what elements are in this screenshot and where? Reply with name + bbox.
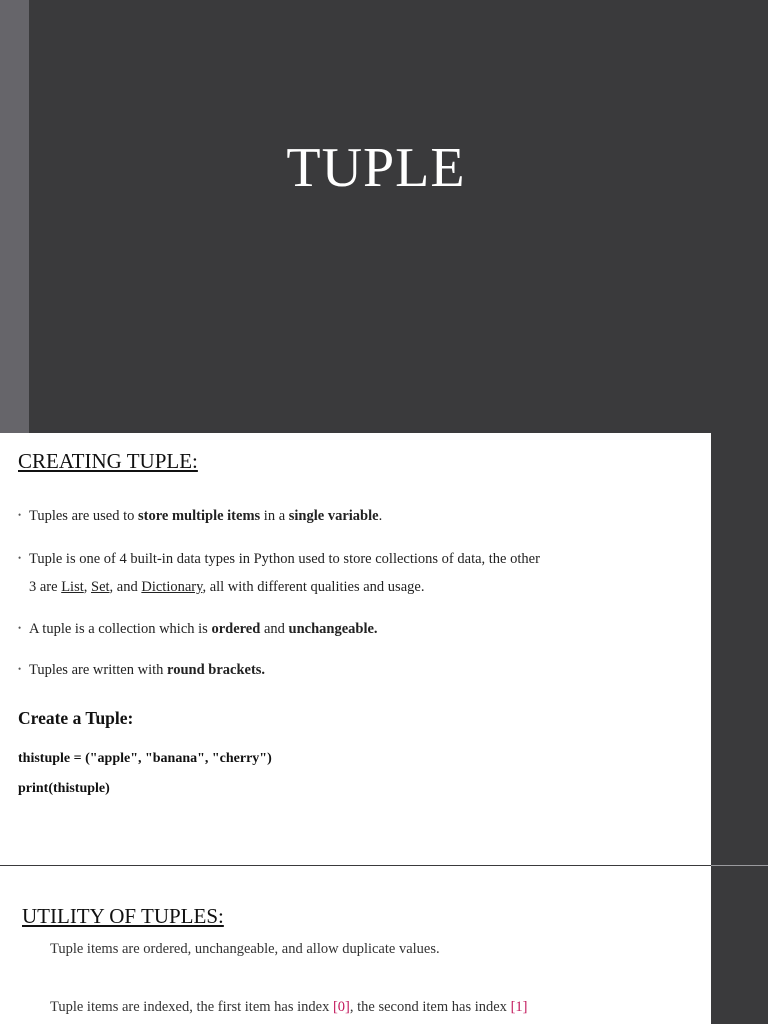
dictionary-link[interactable]: Dictionary [141, 579, 203, 595]
utility-tuples-slide [0, 866, 711, 1024]
creating-tuple-heading: CREATING TUPLE: [18, 449, 198, 473]
create-tuple-subheading: Create a Tuple: [18, 708, 134, 728]
bullet-dot-icon: • [18, 623, 22, 633]
utility-line-ordered: Tuple items are ordered, unchangeable, and allow duplicate values. [50, 941, 440, 957]
bullet-dot-icon: • [18, 664, 22, 674]
creating-tuple-slide [0, 433, 711, 865]
slide-title: TUPLE [286, 137, 466, 199]
title-slide-accent-stripe [0, 0, 29, 433]
set-link[interactable]: Set [91, 579, 110, 595]
index-one: [1] [510, 999, 528, 1015]
code-line-print: print(thistuple) [18, 781, 110, 796]
bullet-data-types-line1: • Tuple is one of 4 built-in data types in Python used to store collections of data, the other [18, 551, 540, 567]
utility-tuples-heading: UTILITY OF TUPLES: [22, 904, 224, 928]
utility-line-indexed: Tuple items are indexed, the first item has index [0], the second item has index [1] [50, 999, 528, 1015]
code-line-tuple-assign: thistuple = ("apple", "banana", "cherry") [18, 751, 272, 766]
list-link[interactable]: List [61, 579, 84, 595]
bullet-dot-icon: • [18, 553, 22, 563]
bullet-round-brackets: • Tuples are written with round brackets. [18, 662, 266, 678]
index-zero: [0] [332, 999, 350, 1015]
bullet-dot-icon: • [18, 510, 22, 520]
right-dark-strip [711, 433, 768, 1024]
title-slide [0, 0, 768, 433]
slide-divider-line [711, 865, 768, 866]
bullet-ordered-unchangeable: • A tuple is a collection which is ordered and unchangeable. [18, 621, 378, 637]
bullet-data-types-line2: 3 are List, Set, and Dictionary, all with different qualities and usage. [29, 579, 425, 595]
bullet-store-multiple: • Tuples are used to store multiple items in a single variable. [18, 508, 383, 524]
